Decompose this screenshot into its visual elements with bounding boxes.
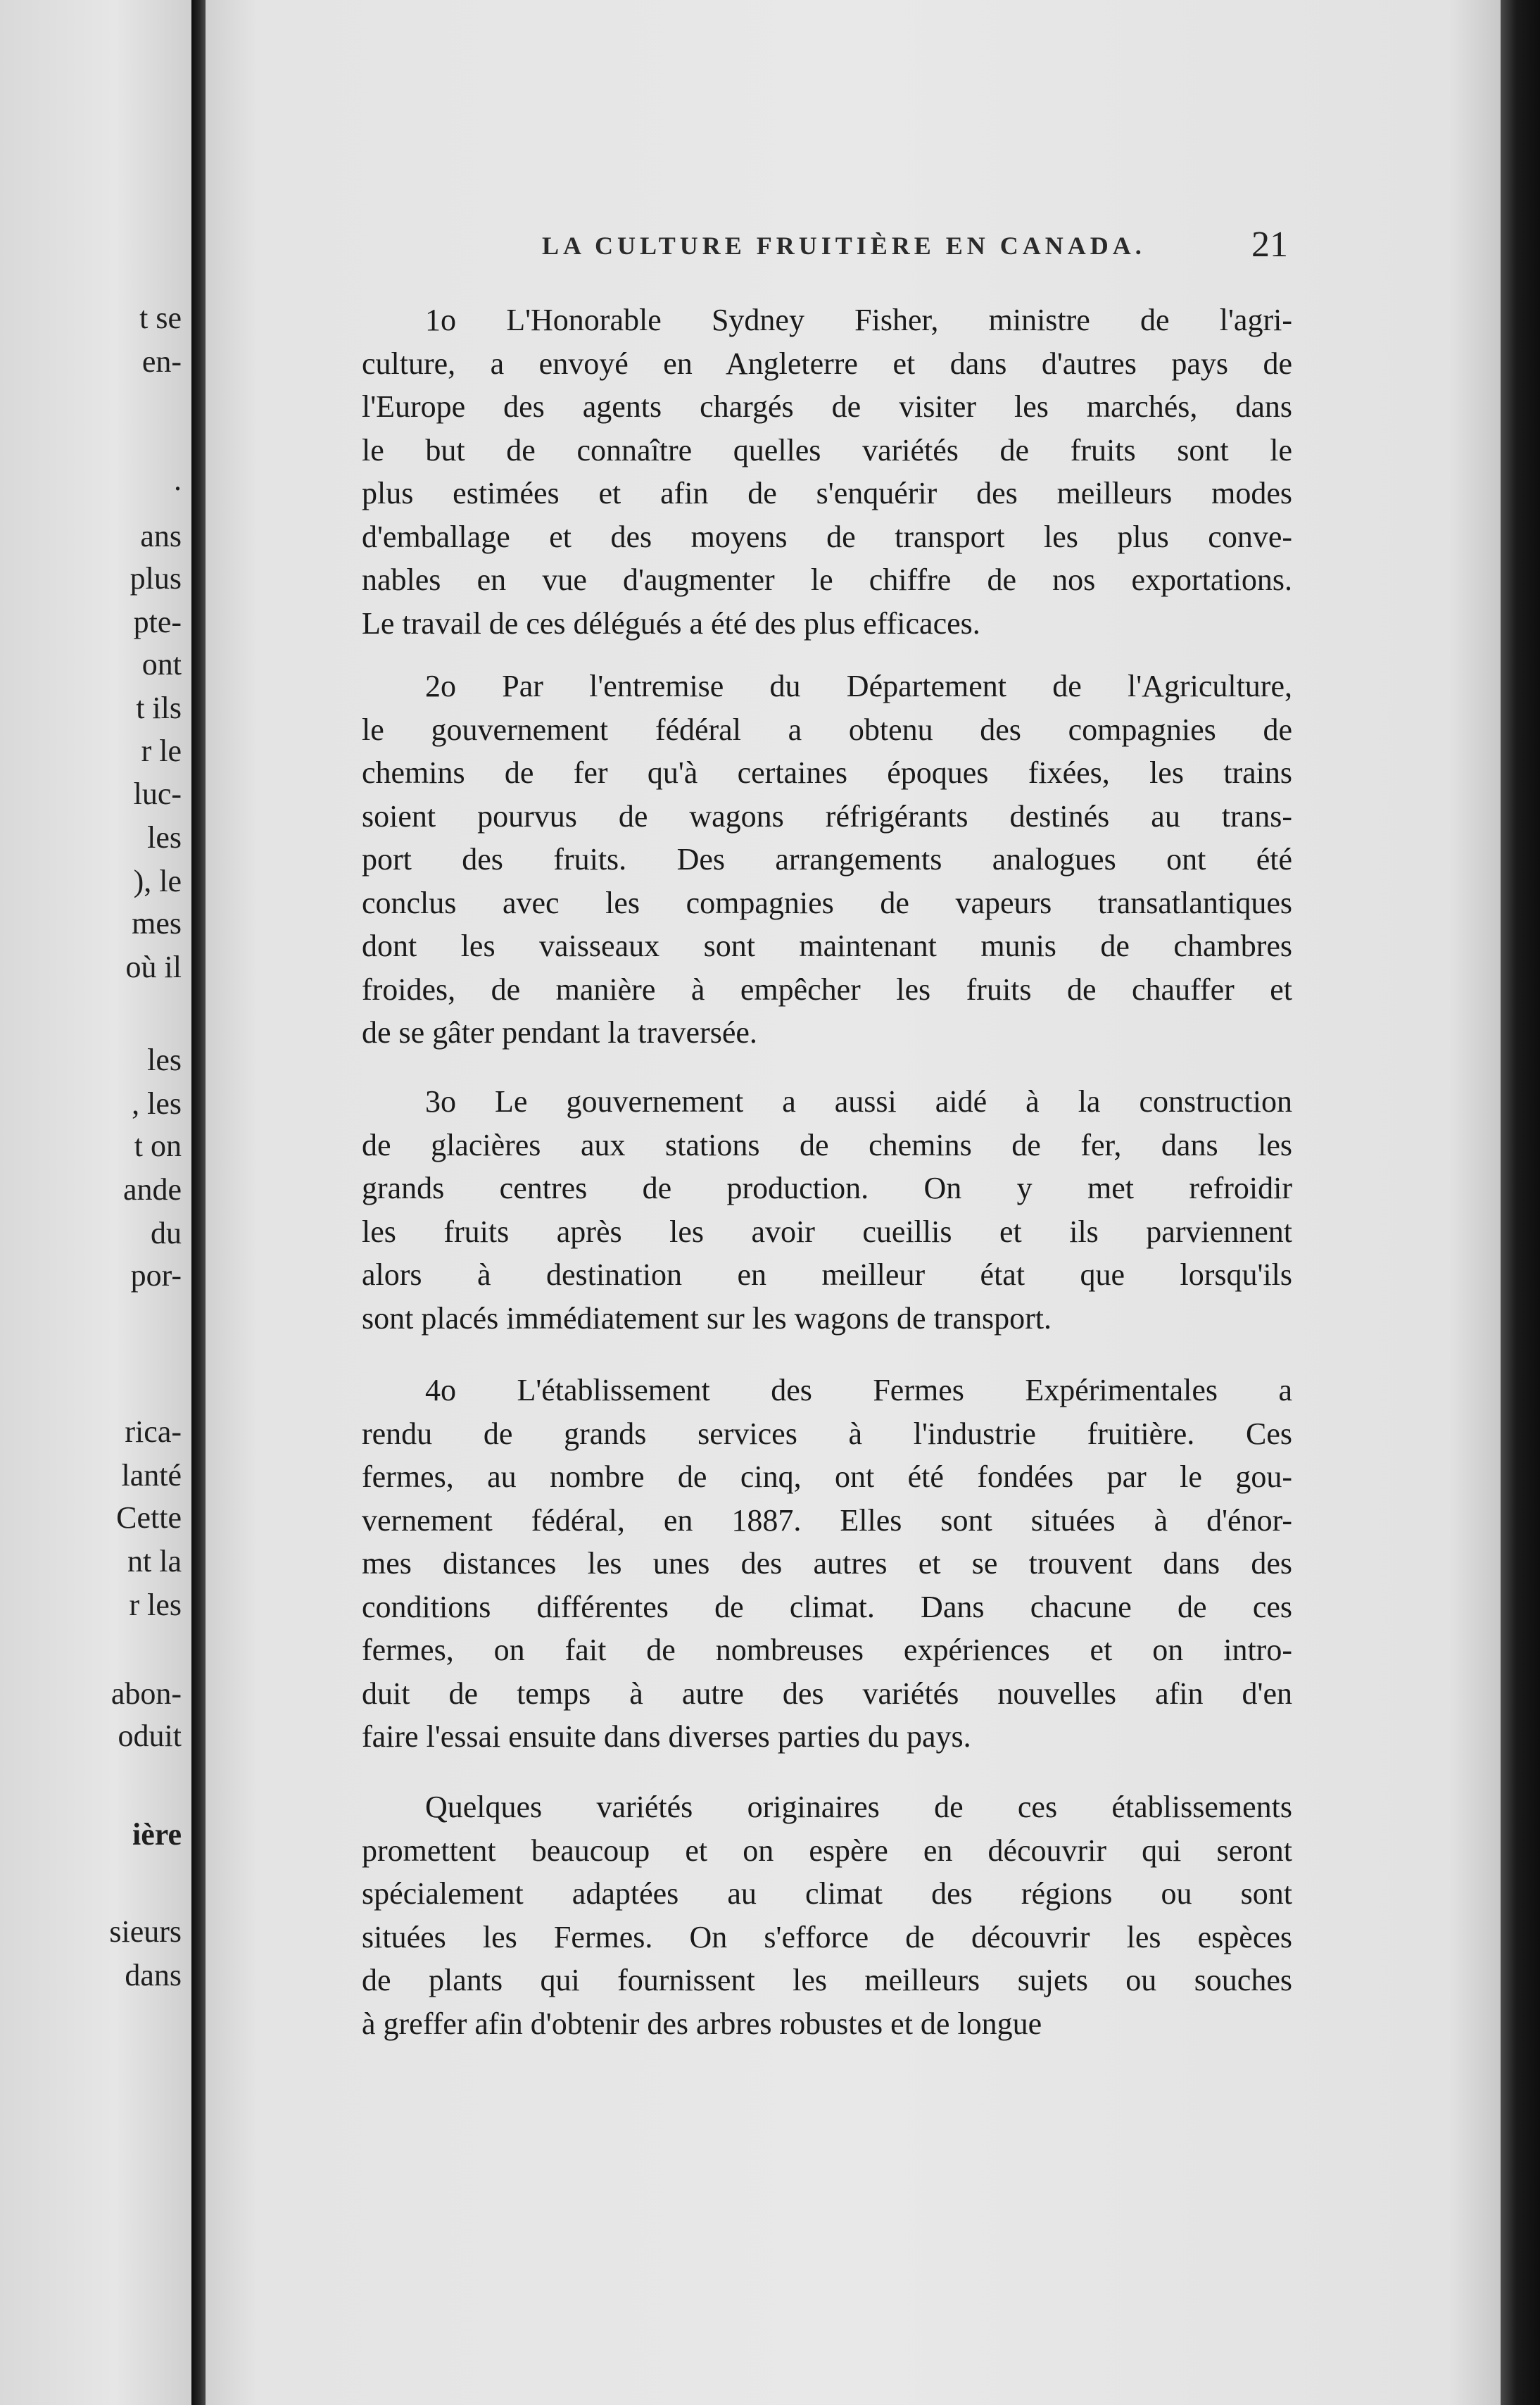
left-page-line: abon- <box>111 1676 182 1711</box>
left-page-line: r les <box>129 1588 182 1622</box>
text-line: à greffer afin d'obtenir des arbres robustes et de longue <box>362 2006 1042 2041</box>
left-page-line: Cette <box>116 1500 182 1535</box>
text-line: situées les Fermes. On s'efforce de découvrir les espèces <box>362 1919 1292 1954</box>
text-line: vernement fédéral, en 1887. Elles sont situées à d'énor- <box>362 1502 1292 1538</box>
text-line: Le travail de ces délégués a été des plus efficaces. <box>362 605 980 641</box>
text-line: le gouvernement fédéral a obtenu des compagnies de <box>362 712 1292 747</box>
text-line: promettent beaucoup et on espère en découvrir qui seront <box>362 1833 1292 1868</box>
text-line: duit de temps à autre des variétés nouvelles afin d'en <box>362 1676 1292 1711</box>
text-line: de plants qui fournissent les meilleurs sujets ou souches <box>362 1963 1292 1997</box>
text-line: dont les vaisseaux sont maintenant munis de chambres <box>362 929 1292 963</box>
text-line: de glacières aux stations de chemins de fer, dans les <box>362 1127 1292 1162</box>
left-page-line: plus <box>130 561 182 596</box>
text-line: soient pourvus de wagons réfrigérants destinés au trans- <box>362 798 1292 834</box>
left-page-line: t on <box>134 1129 182 1163</box>
page-number: 21 <box>1251 225 1288 265</box>
text-line: conclus avec les compagnies de vapeurs transatlantiques <box>362 885 1292 920</box>
left-page-line: luc- <box>133 777 182 811</box>
left-page-line: nt la <box>127 1544 182 1578</box>
left-page-line: où il <box>125 950 182 984</box>
text-line: l'Europe des agents chargés de visiter les marchés, dans <box>362 389 1292 424</box>
left-page-line: en- <box>141 344 182 379</box>
right-page-edge <box>1501 0 1540 2405</box>
left-page-line: ande <box>122 1172 182 1207</box>
text-line: de se gâter pendant la traversée. <box>362 1015 757 1050</box>
paragraph <box>362 665 1292 1055</box>
text-line: froides, de manière à empêcher les fruits de chauffer et <box>362 972 1292 1007</box>
text-line: culture, a envoyé en Angleterre et dans d'autres pays de <box>362 346 1292 381</box>
left-page-line: les <box>147 820 182 855</box>
left-page-line: t ils <box>136 691 182 725</box>
left-page-line: sieurs <box>109 1914 182 1949</box>
left-page-line: t se <box>139 301 182 335</box>
text-line: fermes, on fait de nombreuses expériences et on intro- <box>362 1633 1292 1667</box>
text-line: 3o Le gouvernement a aussi aidé à la construction <box>425 1084 1292 1119</box>
left-page-line: lanté <box>121 1458 182 1493</box>
text-line: d'emballage et des moyens de transport les plus conve- <box>362 519 1292 554</box>
text-line: Quelques variétés originaires de ces établissements <box>425 1790 1292 1824</box>
left-page-line: . <box>174 463 182 497</box>
left-page-line: ière <box>132 1817 182 1852</box>
text-line: mes distances les unes des autres et se trouvent dans des <box>362 1546 1292 1581</box>
left-page-line: oduit <box>118 1719 182 1753</box>
left-page-line: , les <box>132 1086 182 1121</box>
text-line: conditions différentes de climat. Dans chacune de ces <box>362 1589 1292 1624</box>
text-line: nables en vue d'augmenter le chiffre de nos exportations. <box>362 563 1292 597</box>
text-line: chemins de fer qu'à certaines époques fixées, les trains <box>362 755 1292 790</box>
text-line: fermes, au nombre de cinq, ont été fondées par le gou- <box>362 1459 1292 1494</box>
left-page-line: por- <box>130 1258 182 1293</box>
text-line: rendu de grands services à l'industrie fruitière. Ces <box>362 1416 1292 1451</box>
left-page-line: ans <box>140 519 182 553</box>
text-line: les fruits après les avoir cueillis et ils parviennent <box>362 1214 1292 1249</box>
left-page-line: du <box>151 1216 182 1250</box>
left-page-line: ont <box>141 647 182 682</box>
paragraph <box>362 1369 1292 1759</box>
text-line: spécialement adaptées au climat des régions ou sont <box>362 1876 1292 1911</box>
paragraph <box>362 1080 1292 1340</box>
text-line: 2o Par l'entremise du Département de l'Agriculture, <box>425 669 1292 703</box>
paragraph <box>362 299 1292 645</box>
text-line: plus estimées et afin de s'enquérir des meilleurs modes <box>362 476 1292 510</box>
text-line: 4o L'établissement des Fermes Expérimentales a <box>425 1373 1292 1407</box>
text-line: alors à destination en meilleur état que lorsqu'ils <box>362 1257 1292 1292</box>
running-title: LA CULTURE FRUITIÈRE EN CANADA. <box>542 232 1146 260</box>
left-page-line: dans <box>125 1958 182 1992</box>
text-line: le but de connaître quelles variétés de fruits sont le <box>362 432 1292 467</box>
left-facing-page <box>0 0 191 2405</box>
text-line: port des fruits. Des arrangements analogues ont été <box>362 842 1292 877</box>
text-line: faire l'essai ensuite dans diverses parties du pays. <box>362 1719 971 1754</box>
left-page-line: mes <box>132 906 182 941</box>
left-page-line: rica- <box>125 1414 182 1449</box>
text-line: grands centres de production. On y met refroidir <box>362 1171 1292 1205</box>
left-page-line: les <box>147 1043 182 1077</box>
left-page-line: pte- <box>133 605 182 639</box>
text-line: sont placés immédiatement sur les wagons de transport. <box>362 1300 1052 1336</box>
left-page-line: r le <box>141 734 182 768</box>
left-page-line: ), le <box>133 864 182 898</box>
text-line: 1o L'Honorable Sydney Fisher, ministre de l'agri- <box>425 303 1292 337</box>
paragraph <box>362 1785 1292 2045</box>
